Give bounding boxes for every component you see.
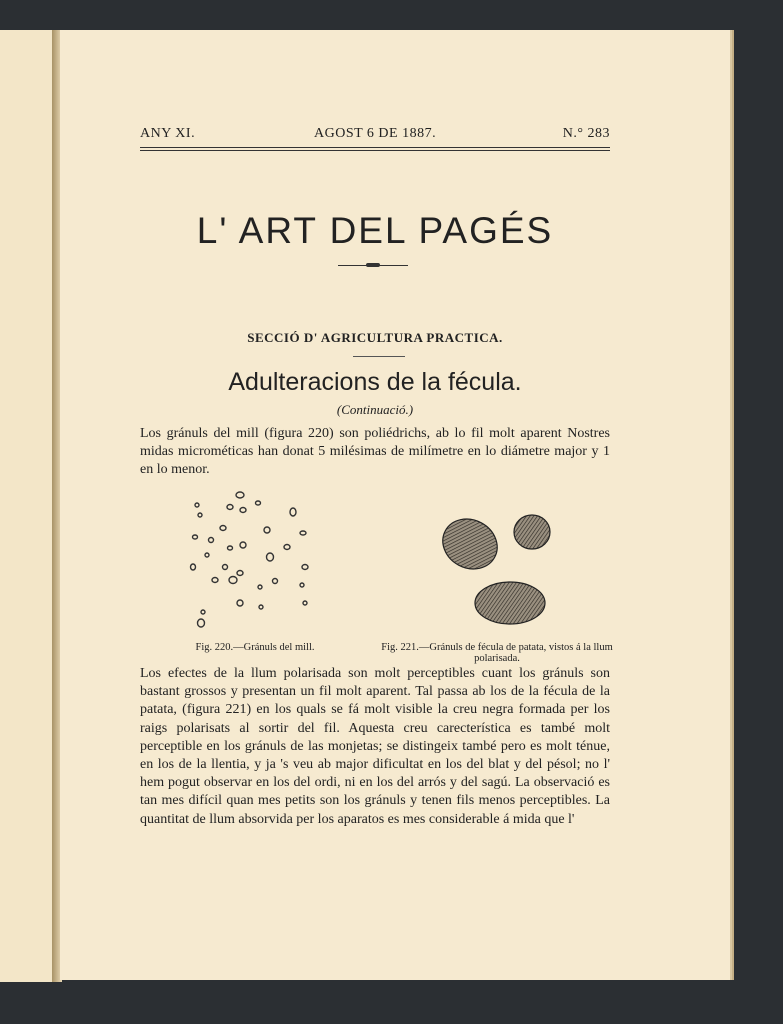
figure-220-millet-granules: [175, 485, 315, 635]
journal-title: L' ART DEL PAGÉS: [196, 210, 554, 251]
continuation-note: (Continuació.): [336, 402, 414, 417]
journal-page: [60, 30, 730, 980]
left-page-edge: [0, 30, 55, 982]
header-rule-double: [140, 150, 610, 151]
issue-number: N.° 283: [562, 126, 610, 141]
figure-221-caption: Fig. 221.—Gránuls de fécula de patata, vistos á la llum polarisada.: [381, 642, 613, 664]
article-title: Adulteracions de la fécula.: [228, 368, 522, 396]
paragraph-1: Los gránuls del mill (figura 220) son poliédrichs, ab lo fil molt aparent Nostres midas microméticas han donat 5 milésimas de milímetre en lo diámetre major y 1 en lo menor.: [140, 426, 610, 478]
figure-220-caption: Fig. 220.—Gránuls del mill.: [195, 642, 315, 653]
volume-label: ANY XI.: [140, 126, 196, 141]
figure-221-potato-starch-granules: [435, 510, 555, 625]
section-heading: SECCIÓ D' AGRICULTURA PRACTICA.: [247, 330, 503, 345]
issue-date: AGOST 6 DE 1887.: [314, 126, 437, 141]
title-ornament: [338, 265, 408, 267]
header-rule: [140, 147, 610, 148]
paragraph-2: Los efectes de la llum polarisada son molt perceptibles cuant los gránuls son bastant grossos y presentan un fil molt aparent. Tal passa ab los de la fécula de la patata, (figura 221) en los quals se fá molt visible la creu negra formada per los raigs polarisats al sortir del fil. Aquesta creu carecterística es també molt perceptible en los gránuls de las monjetas; se distingeix també pero es molt ténue, en los de la llentia, y ja 's veu ab major dificultat en los del blat y del pésol; no l' hem pogut observar en los del ordi, ni en los del arrós y del sagú. La observació es tan mes difícil quan mes petits son los gránuls y tenen fils menos perceptibles. La quantitat de llum absorvida per los aparatos es mes considerable á mida que l': [140, 666, 610, 827]
section-rule: [353, 356, 405, 357]
page-header: [140, 126, 610, 144]
